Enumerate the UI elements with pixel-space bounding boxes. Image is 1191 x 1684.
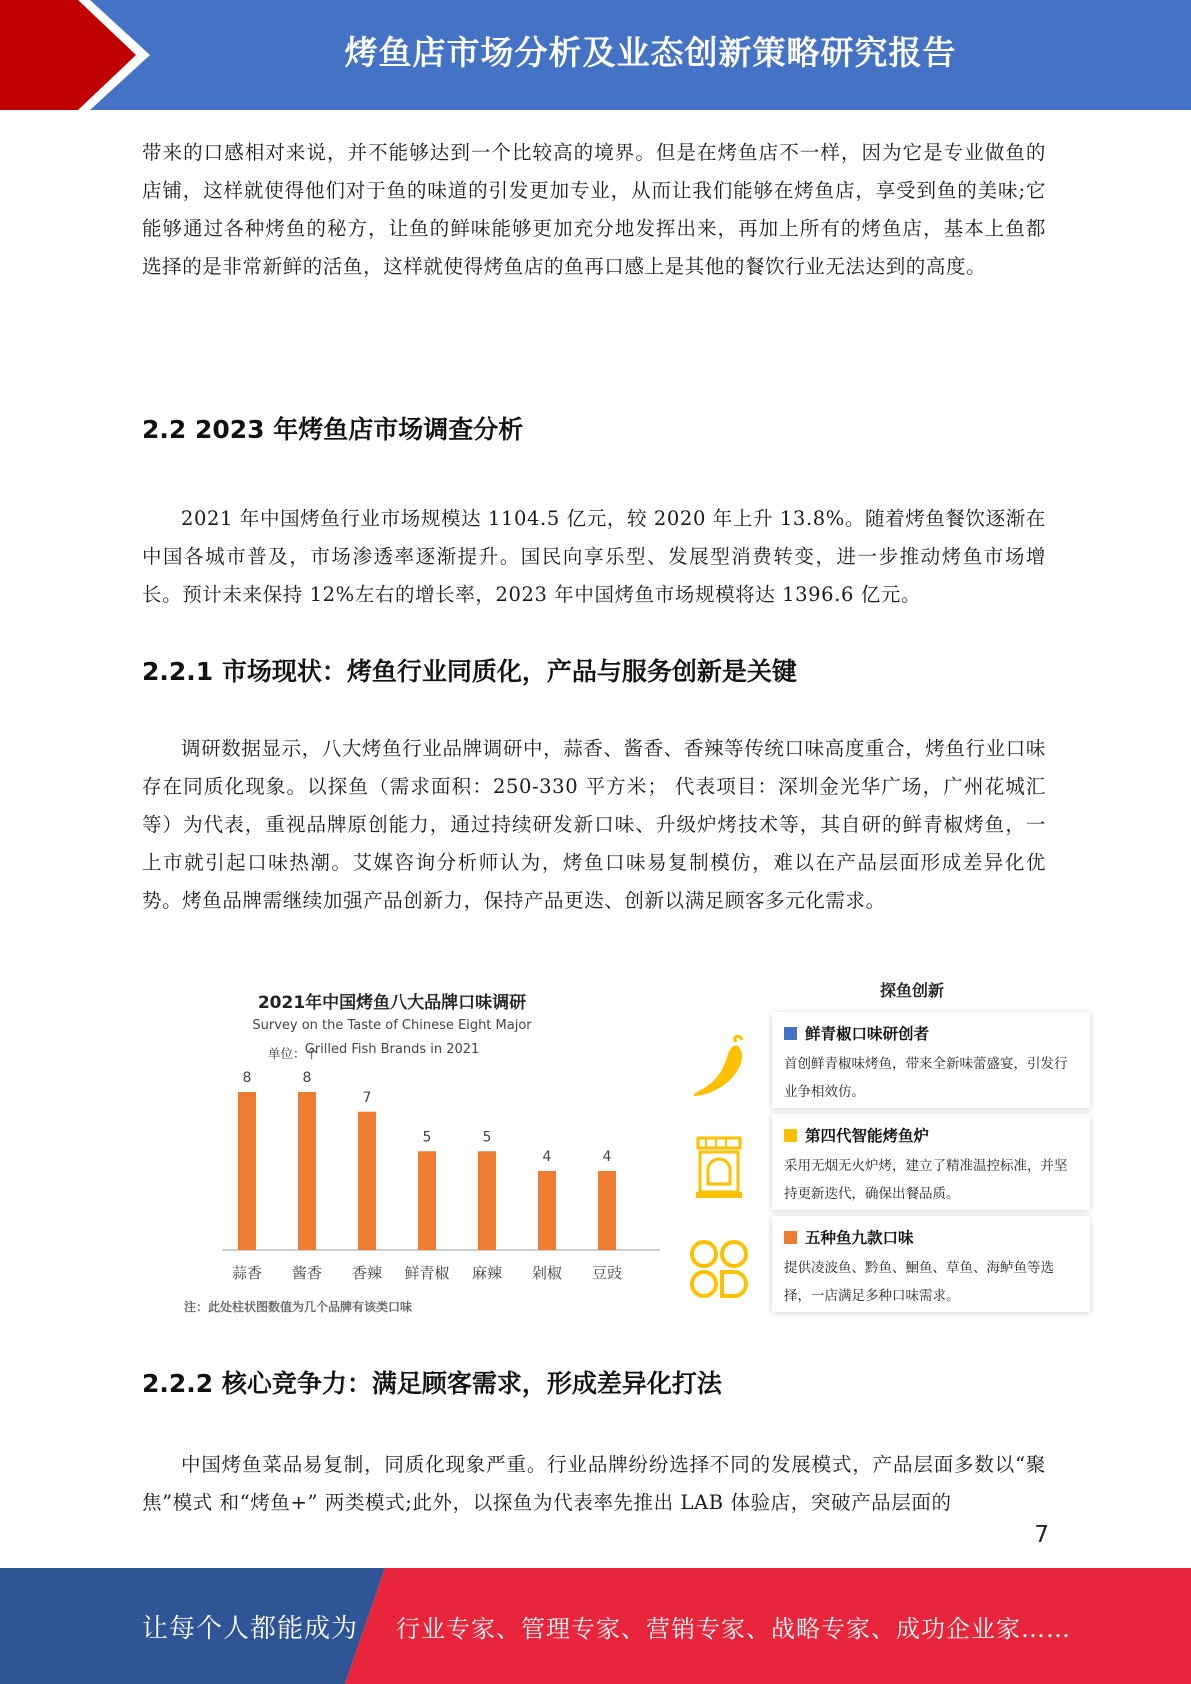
bar-value-label: 5: [422, 1129, 432, 1146]
bar-value-label: 8: [302, 1070, 312, 1086]
category-label: 酱香: [291, 1264, 323, 1282]
page-header: [0, 0, 1191, 110]
card-heading: 五种鱼九款口味: [805, 1229, 914, 1247]
innovation-panel-title: 探鱼创新: [879, 981, 944, 1000]
page-number: 7: [1034, 1522, 1049, 1548]
chart-note: 注：此处柱状图数值为几个品牌有该类口味: [184, 1300, 413, 1314]
section-2-2-2-heading: 2.2.2 核心竞争力：满足顾客需求，形成差异化打法: [142, 1369, 722, 1398]
header-arrow-decoration: [0, 0, 160, 110]
category-label: 蒜香: [231, 1264, 263, 1282]
card-marker: [784, 1129, 797, 1142]
page-footer: [0, 1568, 1191, 1684]
card-description: 采用无烟无火炉烤，建立了精准温控标准，并坚持更新迭代，确保出餐品质。: [784, 1158, 1068, 1202]
chart-title: 2021年中国烤鱼八大品牌口味调研: [257, 993, 527, 1013]
bar-1: [238, 1092, 256, 1250]
bar-2: [298, 1092, 316, 1250]
chart-unit-label: 单位：个: [268, 1046, 319, 1061]
innovation-card-1: [772, 1012, 1090, 1108]
bar-6: [538, 1171, 556, 1250]
bar-5: [478, 1151, 496, 1250]
section-2-2-2-paragraph: 中国烤鱼菜品易复制，同质化现象严重。行业品牌纷纷选择不同的发展模式，产品层面多数以“聚焦”模式 和“烤鱼+” 两类模式;此外，以探鱼为代表率先推出 LAB 体验店，突破产品层面的: [142, 1453, 1046, 1514]
category-label: 豆豉: [591, 1264, 623, 1282]
section-2-2-paragraph: 2021 年中国烤鱼行业市场规模达 1104.5 亿元，较 2020 年上升 13.8%。随着烤鱼餐饮逐渐在中国各城市普及，市场渗透率逐渐提升。国民向享乐型、发展型消费转变，进一步推动烤鱼市场增长。预计未来保持 12%左右的增长率，2023 年中国烤鱼市场规模将达 1396.6 亿元。: [142, 507, 1046, 606]
card-marker: [784, 1027, 797, 1040]
bar-value-label: 7: [362, 1089, 372, 1106]
section-2-2-1-paragraph: 调研数据显示，八大烤鱼行业品牌调研中，蒜香、酱香、香辣等传统口味高度重合，烤鱼行业口味存在同质化现象。以探鱼（需求面积：250-330 平方米； 代表项目：深圳金光华广场，广州花城汇等）为代表，重视品牌原创能力，通过持续研发新口味、升级炉烤技术等，其自研的鲜青椒烤鱼，一上市就引起口味热潮。艾媒咨询分析师认为，烤鱼口味易复制模仿，难以在产品层面形成差异化优势。烤鱼品牌需继续加强产品创新力，保持产品更迭、创新以满足顾客多元化需求。: [142, 737, 1046, 912]
category-label: 剁椒: [531, 1264, 563, 1282]
grid-circles-icon: [684, 1234, 754, 1304]
category-label: 麻辣: [471, 1264, 503, 1282]
category-label: 鲜青椒: [404, 1264, 450, 1282]
report-title: 烤鱼店市场分析及业态创新策略研究报告: [344, 33, 957, 72]
bar-value-label: 4: [542, 1149, 552, 1165]
card-description: 首创鲜青椒味烤鱼，带来全新味蕾盛宴，引发行业争相效仿。: [784, 1056, 1068, 1100]
section-2-2-1-heading: 2.2.1 市场现状：烤鱼行业同质化，产品与服务创新是关键: [142, 657, 797, 686]
footer-slogan-left: 让每个人都能成为: [142, 1614, 359, 1644]
innovation-card-2: [772, 1114, 1090, 1210]
chili-pepper-icon: [684, 1032, 754, 1102]
card-marker: [784, 1231, 797, 1244]
chart-subtitle-line2: Grilled Fish Brands in 2021: [304, 1042, 480, 1057]
stove-icon: [684, 1132, 754, 1202]
bar-chart: [142, 972, 702, 1312]
chart-subtitle-line1: Survey on the Taste of Chinese Eight Major: [252, 1018, 532, 1033]
bar-value-label: 8: [242, 1070, 252, 1086]
card-heading: 第四代智能烤鱼炉: [805, 1127, 930, 1145]
taste-survey-figure: [142, 972, 1092, 1322]
bar-value-label: 5: [482, 1129, 492, 1146]
innovation-card-3: [772, 1216, 1090, 1312]
bar-4: [418, 1151, 436, 1250]
card-heading: 鲜青椒口味研创者: [805, 1025, 930, 1043]
card-description: 提供凌波鱼、黔鱼、鮰鱼、草鱼、海鲈鱼等选择，一店满足多种口味需求。: [784, 1260, 1054, 1304]
intro-paragraph: 带来的口感相对来说，并不能够达到一个比较高的境界。但是在烤鱼店不一样，因为它是专业做鱼的店铺，这样就使得他们对于鱼的味道的引发更加专业，从而让我们能够在烤鱼店，享受到鱼的美味;它能够通过各种烤鱼的秘方，让鱼的鲜味能够更加充分地发挥出来，再加上所有的烤鱼店，基本上鱼都选择的是非常新鲜的活鱼，这样就使得烤鱼店的鱼再口感上是其他的餐饮行业无法达到的高度。: [142, 141, 1046, 278]
section-2-2-heading: 2.2 2023 年烤鱼店市场调查分析: [142, 415, 524, 444]
footer-slogan-right: 行业专家、管理专家、营销专家、战略专家、成功企业家……: [396, 1615, 1071, 1643]
category-label: 香辣: [351, 1264, 383, 1282]
bar-3: [358, 1112, 376, 1250]
bar-7: [598, 1171, 616, 1250]
bar-value-label: 4: [602, 1149, 612, 1165]
